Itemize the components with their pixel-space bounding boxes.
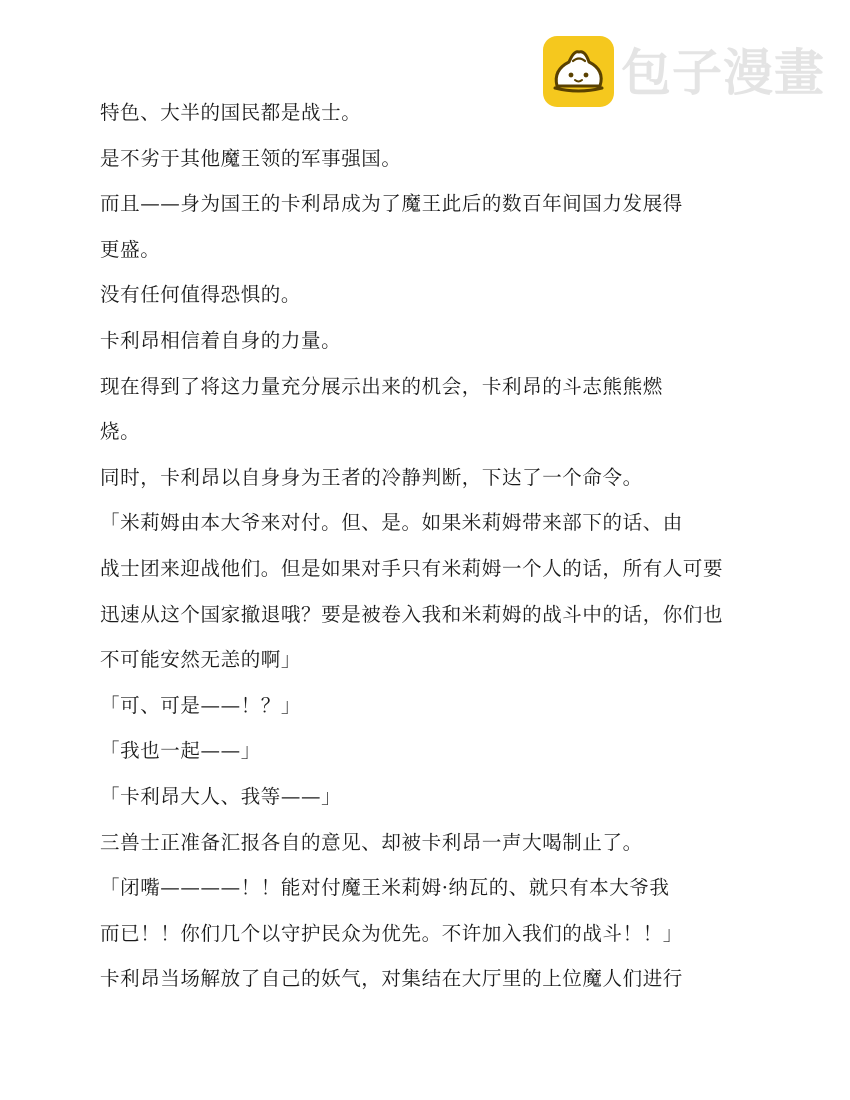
text-line: 「米莉姆由本大爷来对付。但、是。如果米莉姆带来部下的话、由 (100, 511, 683, 535)
text-line: 是不劣于其他魔王领的军事强国。 (100, 146, 402, 170)
text-line: 「闭嘴————！！能对付魔王米莉姆·纳瓦的、就只有本大爷我 (100, 876, 670, 900)
text-line: 特色、大半的国民都是战士。 (100, 101, 362, 124)
text-line: 烧。 (100, 420, 141, 444)
text-line: 卡利昂当场解放了自己的妖气，对集结在大厅里的上位魔人们进行 (100, 967, 683, 991)
text-line: 「可、可是——！？」 (100, 693, 302, 717)
text-line: 更盛。 (100, 237, 161, 261)
text-line: 同时，卡利昂以自身身为王者的冷静判断，下达了一个命令。 (100, 465, 643, 489)
text-line: 三兽士正准备汇报各自的意见、却被卡利昂一声大喝制止了。 (100, 830, 643, 854)
watermark-brand-text: 包子漫畫 (621, 44, 825, 102)
text-line: 而且——身为国王的卡利昂成为了魔王此后的数百年间国力发展得 (100, 192, 683, 216)
text-line: 「我也一起——」 (100, 739, 261, 763)
text-line: 战士团来迎战他们。但是如果对手只有米莉姆一个人的话，所有人可要 (100, 556, 724, 580)
text-line: 没有任何值得恐惧的。 (100, 283, 302, 307)
text-line: 卡利昂相信着自身的力量。 (100, 328, 342, 352)
text-line: 迅速从这个国家撤退哦？要是被卷入我和米莉姆的战斗中的话，你们也 (100, 602, 724, 626)
novel-text-body (100, 90, 780, 1002)
text-line: 「卡利昂大人、我等——」 (100, 784, 342, 808)
text-line: 现在得到了将这力量充分展示出来的机会，卡利昂的斗志熊熊燃 (100, 374, 663, 398)
text-line: 不可能安然无恙的啊」 (100, 648, 302, 672)
text-line: 而已！！你们几个以守护民众为优先。不许加入我们的战斗！！」 (100, 921, 683, 945)
